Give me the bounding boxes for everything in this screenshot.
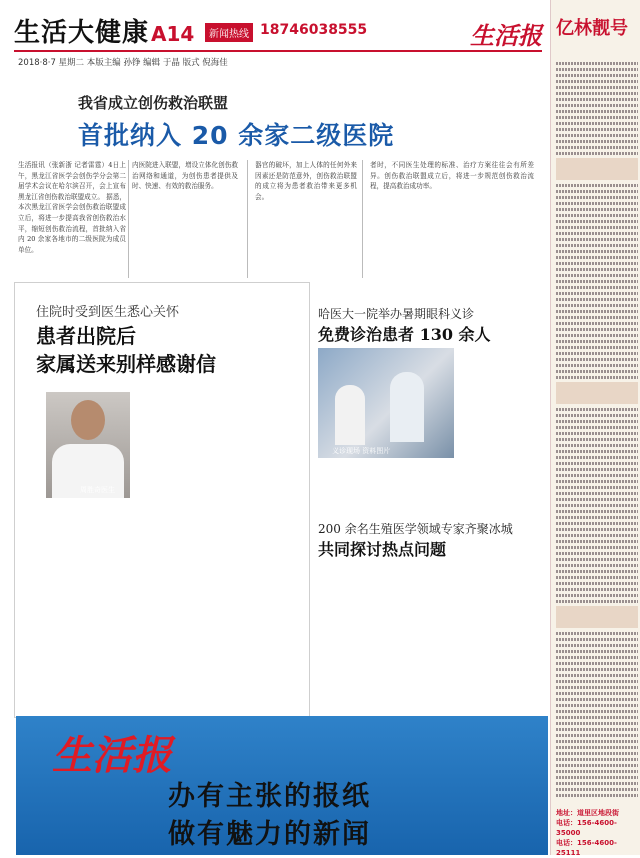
ad-section-band <box>556 606 638 628</box>
ad-listing-row <box>556 662 638 665</box>
hotline-label: 新闻热线 <box>205 23 253 42</box>
ad-phone-1: 电话：156-4600-35000 <box>556 819 617 837</box>
doctor-head-shape <box>71 400 105 440</box>
ad-listing-row <box>556 152 638 155</box>
ad-listing-row <box>556 450 638 453</box>
ad-listing-row <box>556 280 638 283</box>
ad-listing-row <box>556 522 638 525</box>
ad-listing-row <box>556 358 638 361</box>
ad-listing-row <box>556 638 638 641</box>
ad-listing-row <box>556 498 638 501</box>
ad-listing-row <box>556 734 638 737</box>
ad-listing-row <box>556 274 638 277</box>
ad-listing-row <box>556 650 638 653</box>
ad-listing-row <box>556 238 638 241</box>
ad-listing-row <box>556 98 638 101</box>
ad-listing-row <box>556 122 638 125</box>
ad-listing-row <box>556 444 638 447</box>
ad-listing-row <box>556 220 638 223</box>
ad-listing-row <box>556 92 638 95</box>
ad-listing-row <box>556 716 638 719</box>
ad-listing-row <box>556 370 638 373</box>
ad-listing-row <box>556 516 638 519</box>
ad-listing-row <box>556 528 638 531</box>
ad-listing-row <box>556 426 638 429</box>
ad-listing-row <box>556 420 638 423</box>
right-story-kicker: 哈医大一院举办暑期眼科义诊 <box>318 307 475 321</box>
ad-listing-row <box>556 764 638 767</box>
ad-listing-row <box>556 432 638 435</box>
ad-listing-row <box>556 80 638 83</box>
ad-listing-row <box>556 414 638 417</box>
ad-listing-row <box>556 364 638 367</box>
top-article-kicker: 我省成立创伤救治联盟 <box>78 94 229 112</box>
ad-section-band <box>556 158 638 180</box>
ad-listing-row <box>556 710 638 713</box>
ad-listing-row <box>556 292 638 295</box>
top-article-headline: 首批纳入 20 余家二级医院 <box>78 121 395 150</box>
ad-listing-row <box>556 698 638 701</box>
ad-listing-row <box>556 680 638 683</box>
ad-section-band <box>556 382 638 404</box>
ad-listing-row <box>556 564 638 567</box>
ad-listing-row <box>556 244 638 247</box>
banner-slogan-2: 做有魅力的新闻 <box>168 819 371 850</box>
ad-listing-row <box>556 110 638 113</box>
ad-listing-row <box>556 692 638 695</box>
left-story-headline-line-1: 患者出院后 <box>36 324 136 348</box>
ad-listing-row <box>556 328 638 331</box>
ad-title: 亿林靓号 <box>556 18 628 39</box>
ad-listing-row <box>556 686 638 689</box>
ad-listing-row <box>556 226 638 229</box>
ad-footer <box>556 808 638 858</box>
ad-listing-row <box>556 486 638 489</box>
ad-listing-row <box>556 184 638 187</box>
ad-listing-row <box>556 588 638 591</box>
banner-slogan-1: 办有主张的报纸 <box>168 781 371 812</box>
top-article-byline: 生活报讯（张新浙 记者雷霆）4日上午，黑龙江省医学会创伤学分会第二届学术会议在哈尔滨召开，会上宣布黑龙江省创伤救治联盟成立。 <box>18 161 126 201</box>
left-story-kicker: 住院时受到医生悉心关怀 <box>36 305 180 320</box>
ad-listing-row <box>556 534 638 537</box>
top-article-column-4: 者时，不同医生处理的标准、治疗方案往往会有所差异。创伤救治联盟成立后，将进一步规范创伤救治流程，提高救治成功率。 <box>370 161 534 191</box>
ad-listing-row <box>556 546 638 549</box>
ad-listing-row <box>556 140 638 143</box>
ad-listing-row <box>556 268 638 271</box>
left-story-headline <box>36 322 216 378</box>
ad-listing-row <box>556 794 638 797</box>
ad-listing-row <box>556 116 638 119</box>
ad-listing-row <box>556 570 638 573</box>
ad-listing-row <box>556 68 638 71</box>
photo-person-shape <box>390 372 424 442</box>
column-divider <box>362 160 363 278</box>
ad-listing-row <box>556 340 638 343</box>
ad-listing-row <box>556 668 638 671</box>
ad-listing-row <box>556 408 638 411</box>
ad-listing-row <box>556 746 638 749</box>
column-divider <box>247 160 248 278</box>
ad-listing-row <box>556 304 638 307</box>
ad-listing-row <box>556 298 638 301</box>
ad-listing-row <box>556 190 638 193</box>
ad-listing-row <box>556 62 638 65</box>
section-title: 生活大健康 <box>14 18 150 48</box>
ad-listing-row <box>556 474 638 477</box>
ad-listing-row <box>556 632 638 635</box>
ad-listing-row <box>556 232 638 235</box>
ad-listing-row <box>556 208 638 211</box>
ad-listing-row <box>556 728 638 731</box>
ad-listing-row <box>556 722 638 725</box>
column-divider <box>128 160 129 278</box>
ad-listing-row <box>556 770 638 773</box>
ad-listing-row <box>556 316 638 319</box>
ad-listing-row <box>556 250 638 253</box>
ad-listing-row <box>556 644 638 647</box>
ad-listing-row <box>556 776 638 779</box>
ad-listing-row <box>556 782 638 785</box>
top-article-column-3: 器官的破坏，加上人体的任何外来因素还是防范意外，创伤救治联盟的成立将为患者救治带来更多机会。 <box>255 161 357 201</box>
ad-listing-row <box>556 540 638 543</box>
clinic-photo-caption: 义诊现场 资料图片 <box>332 447 391 455</box>
ad-listing-row <box>556 146 638 149</box>
ad-listing-row <box>556 468 638 471</box>
ad-listing-row <box>556 576 638 579</box>
ad-listing-row <box>556 552 638 555</box>
ad-listing-row <box>556 462 638 465</box>
ad-listing-row <box>556 558 638 561</box>
ad-listing-row <box>556 594 638 597</box>
top-article-column-2: 内医院进入联盟，增设立体化创伤救治网络和通道，为创伤患者提供及时、快速、有效的救治服务。 <box>132 161 238 191</box>
ad-listing-row <box>556 582 638 585</box>
ad-listing-row <box>556 376 638 379</box>
ad-listing-row <box>556 674 638 677</box>
ad-listing-row <box>556 286 638 289</box>
ad-listing-row <box>556 322 638 325</box>
newspaper-logo: 生活报 <box>470 21 542 50</box>
bottom-story-headline: 共同探讨热点问题 <box>318 540 447 559</box>
ad-listing-row <box>556 600 638 603</box>
ad-listing-row <box>556 510 638 513</box>
page-code: A14 <box>151 22 195 46</box>
ad-listing-row <box>556 456 638 459</box>
hotline-number: 18746038555 <box>260 22 368 38</box>
ad-listing-row <box>556 74 638 77</box>
issue-meta: 2018·8·7 星期二 本版主编 孙铮 编辑 于晶 版式 倪海佳 <box>18 58 228 68</box>
banner-logo: 生活报 <box>52 732 172 779</box>
ad-listing-row <box>556 334 638 337</box>
ad-listing-row <box>556 196 638 199</box>
photo-person-shape <box>335 385 365 445</box>
ad-listing-row <box>556 128 638 131</box>
ad-listing-row <box>556 346 638 349</box>
top-article-column-1 <box>18 160 126 278</box>
ad-address: 地址：道里区地段街 <box>556 809 619 817</box>
ad-listing-row <box>556 262 638 265</box>
ad-listing-row <box>556 202 638 205</box>
ad-phone-2: 电话：156-4600-25111 <box>556 839 617 857</box>
ad-listing-row <box>556 656 638 659</box>
ad-listing-row <box>556 704 638 707</box>
ad-listing-row <box>556 758 638 761</box>
bottom-story-kicker: 200 余名生殖医学领域专家齐聚冰城 <box>318 522 513 536</box>
ad-listing-row <box>556 134 638 137</box>
ad-listing-row <box>556 480 638 483</box>
ad-listing-row <box>556 438 638 441</box>
ad-listing-row <box>556 310 638 313</box>
ad-listing-row <box>556 752 638 755</box>
ad-listing-row <box>556 214 638 217</box>
header-divider <box>14 50 542 52</box>
ad-listing-row <box>556 104 638 107</box>
left-story-headline-line-2: 家属送来别样感谢信 <box>36 352 216 376</box>
ad-listing-row <box>556 740 638 743</box>
ad-listing-row <box>556 492 638 495</box>
doctor-photo-caption: 周胜奇医生 <box>80 486 115 494</box>
ad-listing-row <box>556 504 638 507</box>
ad-listing-row <box>556 352 638 355</box>
ad-listing-row <box>556 256 638 259</box>
top-article-body-1: 据悉，本次黑龙江省医学会创伤救治联盟成立后，将进一步提高我省创伤救治水平，缩短创伤救治流程，首批纳入省内 20 余家各地市的二级医院为成员单位。 <box>18 192 126 254</box>
ad-listing-row <box>556 86 638 89</box>
right-story-headline: 免费诊治患者 130 余人 <box>318 325 491 344</box>
ad-listing-row <box>556 788 638 791</box>
